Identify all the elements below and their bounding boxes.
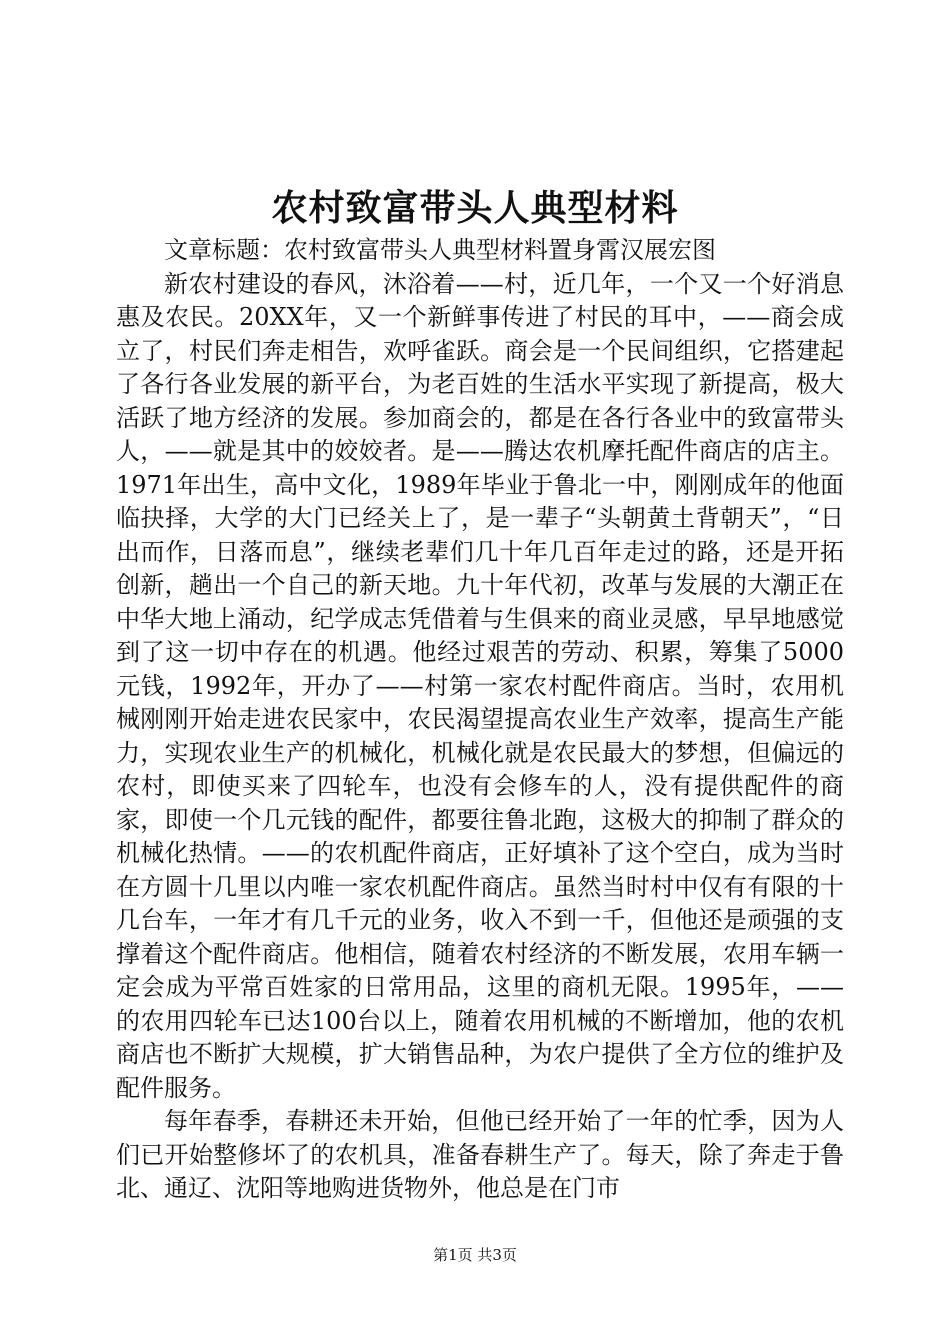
document-body <box>116 234 844 1206</box>
paragraph: 新农村建设的春风，沐浴着——村，近几年，一个又一个好消息惠及农民。20XX年，又一个新鲜事传进了村民的耳中，——商会成立了，村民们奔走相告，欢呼雀跃。商会是一个民间组织，它搭建起了各行各业发展的新平台，为老百姓的生活水平实现了新提高，极大活跃了地方经济的发展。参加商会的，都是在各行各业中的致富带头人，——就是其中的姣姣者。是——腾达农机摩托配件商店的店主。1971年出生，高中文化，1989年毕业于鲁北一中，刚刚成年的他面临抉择，大学的大门已经关上了，是一辈子“头朝黄土背朝天”，“日出而作，日落而息”，继续老辈们几十年几百年走过的路，还是开拓创新，趟出一个自己的新天地。九十年代初，改革与发展的大潮正在中华大地上涌动，纪学成志凭借着与生俱来的商业灵感，早早地感觉到了这一切中存在的机遇。他经过艰苦的劳动、积累，筹集了5000元钱，1992年，开办了——村第一家农村配件商店。当时，农用机械刚刚开始走进农民家中，农民渴望提高农业生产效率，提高生产能力，实现农业生产的机械化，机械化就是农民最大的梦想，但偏远的农村，即使买来了四轮车，也没有会修车的人，没有提供配件的商家，即使一个几元钱的配件，都要往鲁北跑，这极大的抑制了群众的机械化热情。——的农机配件商店，正好填补了这个空白，成为当时在方圆十几里以内唯一家农机配件商店。虽然当时村中仅有有限的十几台车，一年才有几千元的业务，收入不到一千，但他还是顽强的支撑着这个配件商店。他相信，随着农村经济的不断发展，农用车辆一定会成为平常百姓家的日常用品，这里的商机无限。1995年，——的农用四轮车已达100台以上，随着农用机械的不断增加，他的农机商店也不断扩大规模，扩大销售品种，为农户提供了全方位的维护及配件服务。 <box>116 269 844 1102</box>
article-title-line: 文章标题：农村致富带头人典型材料置身霄汉展宏图 <box>164 236 716 264</box>
paragraph: 每年春季，春耕还未开始，但他已经开始了一年的忙季，因为人们已开始整修坏了的农机具，准备春耕生产了。每天，除了奔走于鲁北、通辽、沈阳等地购进货物外，他总是在门市 <box>116 1107 844 1202</box>
document-title: 农村致富带头人典型材料 <box>271 187 679 229</box>
page-footer: 第1页 共3页 <box>433 1246 517 1264</box>
